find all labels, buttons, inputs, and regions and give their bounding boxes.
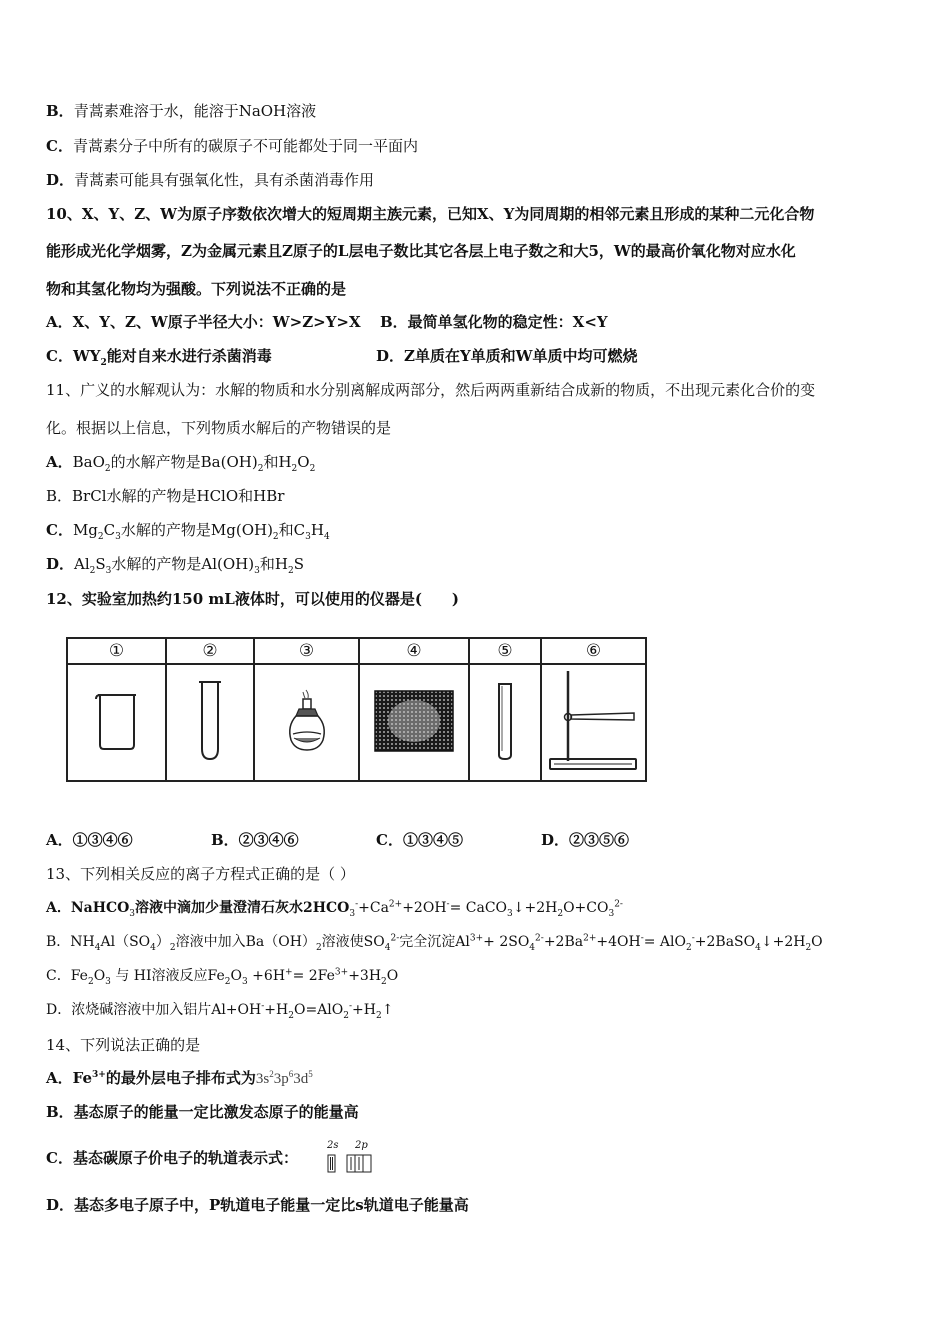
q10-option-a: A．X、Y、Z、W原子半径大小：W>Z>Y>X bbox=[46, 313, 361, 331]
q12-stem: 12、实验室加热约150 mL液体时，可以使用的仪器是( ) bbox=[46, 590, 460, 608]
apparatus-number: ② bbox=[166, 638, 254, 664]
q13-option-a: A．NaHCO$_3$溶液中滴加少量澄清石灰水$2HCO_3^-+Ca^{2+}+2OH^-=$ $CaCO_3↓+2H_2O+CO_3^{2-}$ bbox=[46, 899, 623, 919]
q11-option-b: B．BrCl水解的产物是HClO和HBr bbox=[46, 487, 285, 505]
test-tube-icon bbox=[195, 679, 225, 763]
q9-option-b: B．青蒿素难溶于水，能溶于NaOH溶液 bbox=[46, 102, 317, 120]
q12-option-b: B．②③④⑥ bbox=[211, 831, 299, 849]
q14-option-b: B．基态原子的能量一定比激发态原子的能量高 bbox=[46, 1103, 359, 1121]
q11-option-a: A．BaO$_2$的水解产物是$Ba(OH)_2$和$H_2O_2$ bbox=[46, 453, 316, 474]
apparatus-number: ⑤ bbox=[469, 638, 541, 664]
apparatus-number: ① bbox=[67, 638, 166, 664]
orbital-boxes-icon bbox=[325, 1152, 381, 1176]
q9-option-c: C．青蒿素分子中所有的碳原子不可能都处于同一平面内 bbox=[46, 137, 418, 155]
q12-option-a: A．①③④⑥ bbox=[46, 831, 133, 849]
alcohol-lamp-icon bbox=[285, 686, 329, 756]
alcohol-lamp-cell bbox=[254, 664, 359, 781]
q11-stem-line2: 化。根据以上信息，下列物质水解后的产物错误的是 bbox=[46, 419, 392, 437]
q14-option-d: D．基态多电子原子中，P轨道电子能量一定比s轨道电子能量高 bbox=[46, 1196, 469, 1214]
apparatus-table bbox=[66, 637, 647, 782]
orbital-2p-label: 2p bbox=[355, 1140, 368, 1151]
q11-option-c: C．$Mg_2C_3$水解的产物是$Mg(OH)_2$和$C_3H_4$ bbox=[46, 521, 330, 542]
iron-stand-icon bbox=[546, 669, 642, 773]
iron-stand-cell bbox=[541, 664, 646, 781]
orbital-diagram bbox=[325, 1140, 381, 1176]
q14-option-a: A．$Fe^{3+}$的最外层电子排布式为$3s^23p^63d^5$ bbox=[46, 1069, 313, 1087]
q10-option-b: B．最简单氢化物的稳定性：X<Y bbox=[380, 313, 608, 331]
q10-stem-line2: 能形成光化学烟雾，Z为金属元素且Z原子的L层电子数比其它各层上电子数之和大5，W的最高价氧化物对应水化 bbox=[46, 242, 796, 260]
wire-gauze-cell bbox=[359, 664, 469, 781]
q10-option-d: D．Z单质在Y单质和W单质中均可燃烧 bbox=[376, 347, 638, 365]
q9-option-d: D．青蒿素可能具有强氧化性，具有杀菌消毒作用 bbox=[46, 171, 375, 189]
q10-stem-line3: 物和其氢化物均为强酸。下列说法不正确的是 bbox=[46, 280, 347, 298]
q13-option-b: B．$NH_4Al(SO_4)_2$溶液中加入$Ba(OH)_2$溶液使$SO_4^{2-}$完全沉淀$Al^{3+}+ 2SO_4^{2-}+2Ba^{2+}+4OH^-=$ $AlO_2^-+2BaSO_4↓+2H_2O$ bbox=[46, 933, 823, 953]
apparatus-number: ④ bbox=[359, 638, 469, 664]
q14-option-c: C．基态碳原子价电子的轨道表示式： bbox=[46, 1149, 298, 1167]
q10-option-c: C．$WY_2$能对自来水进行杀菌消毒 bbox=[46, 347, 272, 368]
q12-option-c: C．①③④⑤ bbox=[376, 831, 463, 849]
q13-option-c: C．$Fe_2O_3$ 与 HI溶液反应$Fe_2O_3 +6H^+= 2Fe^{3+}+3H_2O$ bbox=[46, 967, 399, 987]
wire-gauze-icon bbox=[374, 690, 454, 752]
q10-stem-line1: 10、X、Y、Z、W为原子序数依次增大的短周期主族元素，已知X、Y为同周期的相邻元素且形成的某种二元化合物 bbox=[46, 205, 815, 223]
apparatus-number: ③ bbox=[254, 638, 359, 664]
tube-icon bbox=[494, 681, 516, 761]
evaporating-tube-cell bbox=[469, 664, 541, 781]
apparatus-number: ⑥ bbox=[541, 638, 646, 664]
q13-option-d: D．浓烧碱溶液中加入铝片$Al+OH^-+H_2O=AlO_2^-+H_2↑$ bbox=[46, 1001, 394, 1021]
q12-option-d: D．②③⑤⑥ bbox=[541, 831, 630, 849]
q11-stem-line1: 11、广义的水解观认为：水解的物质和水分别离解成两部分，然后两两重新结合成新的物质，不出现元素化合价的变 bbox=[46, 381, 816, 399]
beaker-icon bbox=[92, 691, 142, 751]
orbital-2s-label: 2s bbox=[327, 1140, 339, 1151]
q14-stem: 14、下列说法正确的是 bbox=[46, 1036, 201, 1054]
q11-option-d: D．$Al_2S_3$水解的产物是$Al(OH)_3$和$H_2S$ bbox=[46, 555, 304, 576]
q13-stem: 13、下列相关反应的离子方程式正确的是（ ） bbox=[46, 865, 355, 883]
test-tube-cell bbox=[166, 664, 254, 781]
beaker-cell bbox=[67, 664, 166, 781]
